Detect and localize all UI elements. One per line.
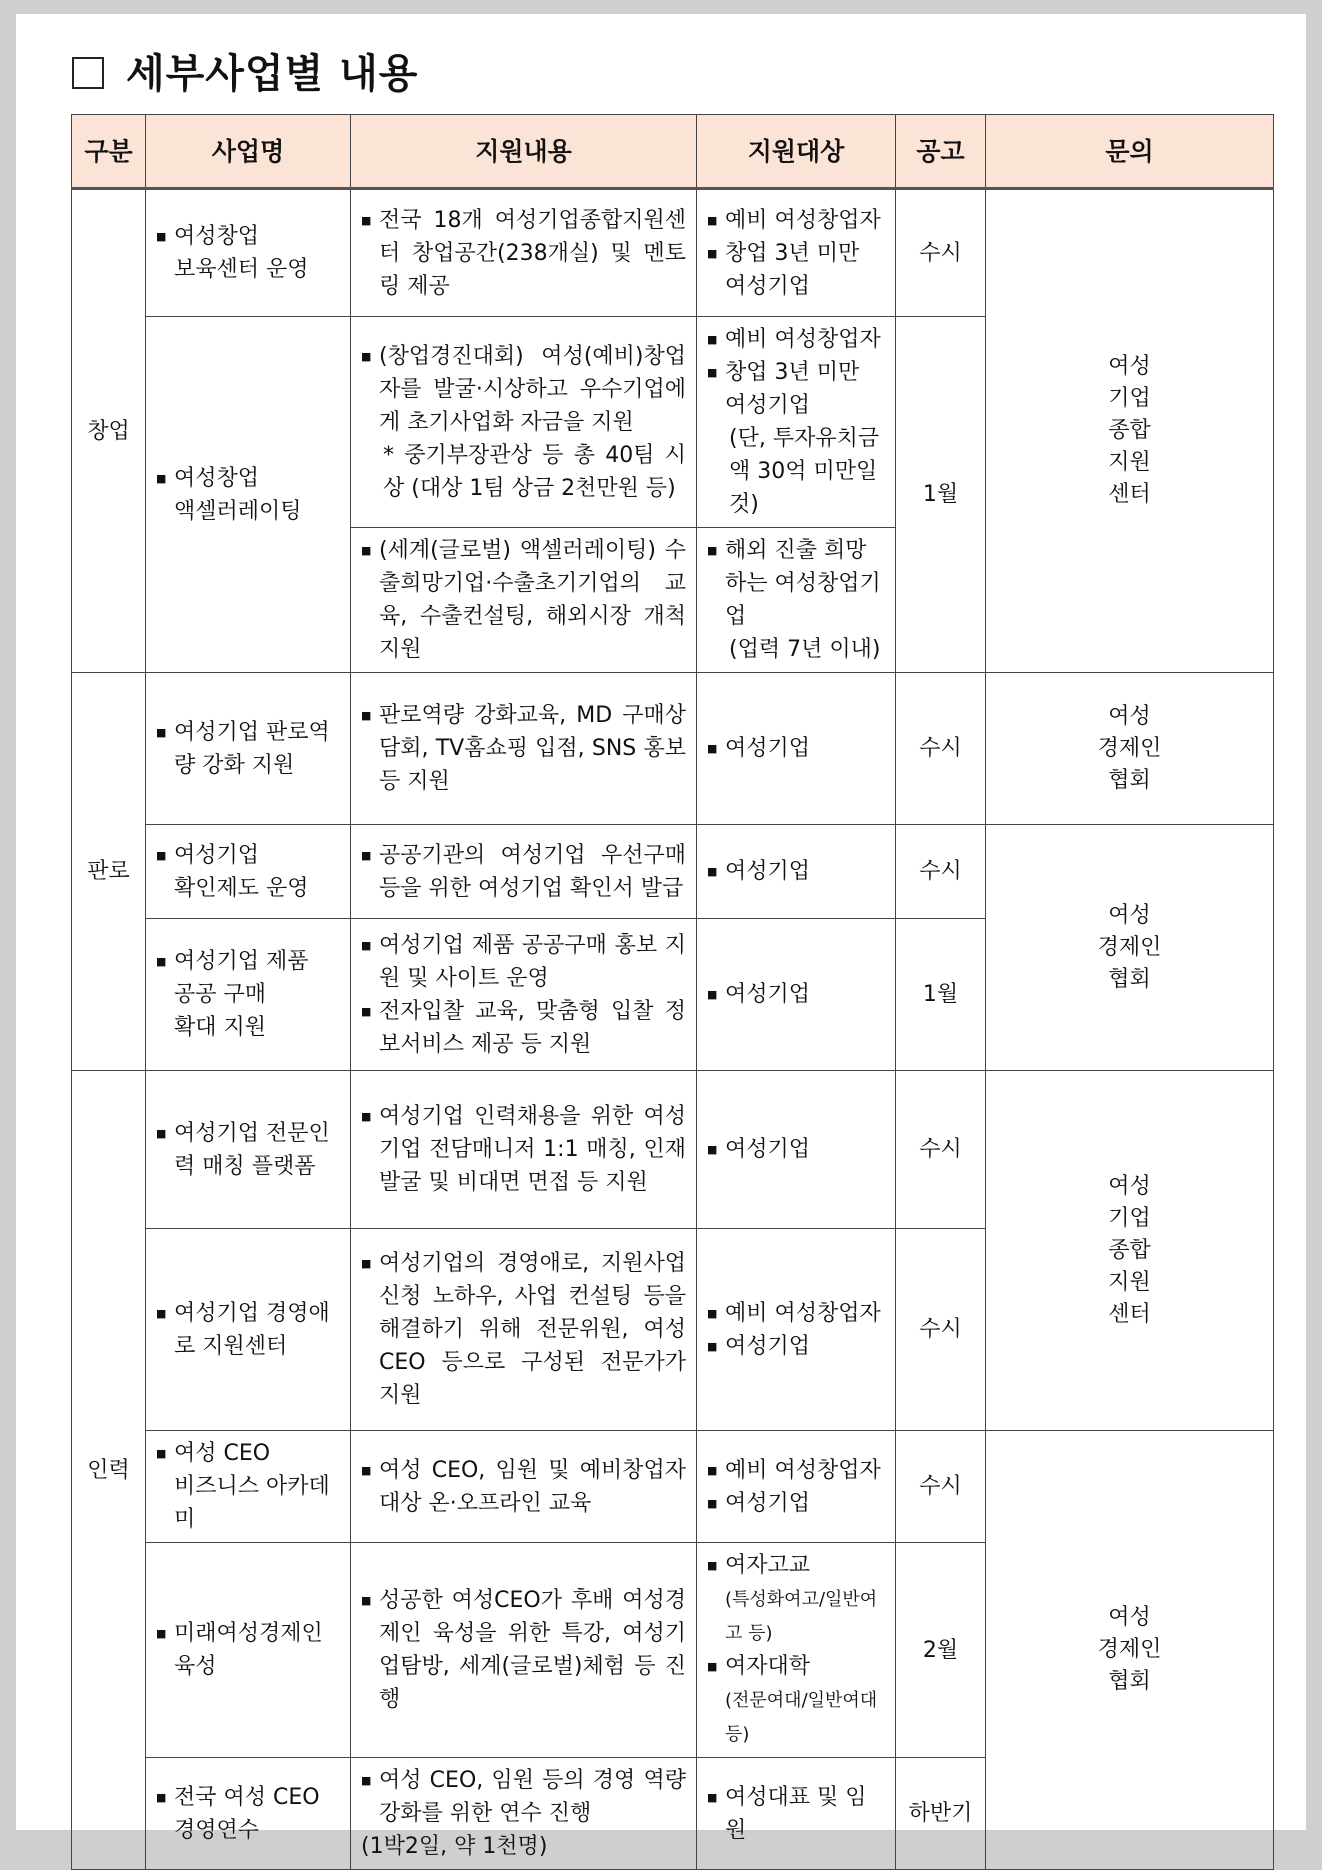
program-name: ■ 여성 CEO 비즈니스 아카데미 bbox=[146, 1431, 351, 1543]
support-target: ■ 여성기업 bbox=[697, 825, 896, 919]
support-content: ■ 전국 18개 여성기업종합지원센터 창업공간(238개실) 및 멘토링 제공 bbox=[351, 189, 697, 317]
support-target: ■ 여성기업 bbox=[697, 1071, 896, 1229]
notice-period: 수시 bbox=[896, 189, 986, 317]
page-title: 세부사업별 내용 bbox=[72, 42, 418, 99]
notice-period: 수시 bbox=[896, 1229, 986, 1431]
support-target: ■ 예비 여성창업자 ■ 창업 3년 미만 여성기업 (단, 투자유치금액 30억 미만일 것) bbox=[697, 317, 896, 528]
inquiry-association: 여성 경제인 협회 bbox=[986, 1431, 1274, 1870]
notice-period: 수시 bbox=[896, 1071, 986, 1229]
checkbox-square-icon bbox=[72, 57, 104, 89]
support-content: ■ 여성기업 제품 공공구매 홍보 지원 및 사이트 운영 ■ 전자입찰 교육, 맞춤형 입찰 정보서비스 제공 등 지원 bbox=[351, 919, 697, 1071]
support-content: ■ 여성기업 인력채용을 위한 여성기업 전담매니저 1:1 매칭, 인재발굴 및 비대면 면접 등 지원 bbox=[351, 1071, 697, 1229]
program-table bbox=[71, 114, 1274, 1870]
support-target: ■ 여성기업 bbox=[697, 919, 896, 1071]
notice-period: 1월 bbox=[896, 317, 986, 673]
table-row bbox=[72, 1071, 1274, 1229]
inquiry-association: 여성 경제인 협회 bbox=[986, 673, 1274, 825]
notice-period: 1월 bbox=[896, 919, 986, 1071]
support-target: ■ 예비 여성창업자 ■ 여성기업 bbox=[697, 1229, 896, 1431]
notice-period: 하반기 bbox=[896, 1758, 986, 1870]
program-name: ■ 전국 여성 CEO 경영연수 bbox=[146, 1758, 351, 1870]
program-name: ■ 여성기업 제품 공공 구매 확대 지원 bbox=[146, 919, 351, 1071]
inquiry-center: 여성 기업 종합 지원 센터 bbox=[986, 1071, 1274, 1431]
notice-period: 2월 bbox=[896, 1543, 986, 1758]
table-row bbox=[72, 1431, 1274, 1543]
support-target: ■ 여성대표 및 임원 bbox=[697, 1758, 896, 1870]
program-name: ■ 여성창업 보육센터 운영 bbox=[146, 189, 351, 317]
header-inquiry: 문의 bbox=[986, 115, 1274, 189]
support-content: ■ 성공한 여성CEO가 후배 여성경제인 육성을 위한 특강, 여성기업탐방, 세계(글로벌)체험 등 진행 bbox=[351, 1543, 697, 1758]
document-page bbox=[16, 14, 1306, 1859]
header-support-content: 지원내용 bbox=[351, 115, 697, 189]
support-content: ■ 여성 CEO, 임원 및 예비창업자 대상 온·오프라인 교육 bbox=[351, 1431, 697, 1543]
header-notice: 공고 bbox=[896, 115, 986, 189]
support-content: ■ 공공기관의 여성기업 우선구매 등을 위한 여성기업 확인서 발급 bbox=[351, 825, 697, 919]
table-row bbox=[72, 189, 1274, 317]
notice-period: 수시 bbox=[896, 825, 986, 919]
notice-period: 수시 bbox=[896, 673, 986, 825]
table-row bbox=[72, 825, 1274, 919]
support-target: ■ 해외 진출 희망하는 여성창업기업 (업력 7년 이내) bbox=[697, 528, 896, 673]
support-content: ■ 여성기업의 경영애로, 지원사업 신청 노하우, 사업 컨설팅 등을 해결하기 위해 전문위원, 여성 CEO 등으로 구성된 전문가가 지원 bbox=[351, 1229, 697, 1431]
header-support-target: 지원대상 bbox=[697, 115, 896, 189]
support-target: ■ 예비 여성창업자 ■ 창업 3년 미만 여성기업 bbox=[697, 189, 896, 317]
table-header-row bbox=[72, 115, 1274, 189]
support-content: ■ (세계(글로벌) 액셀러레이팅) 수출희망기업·수출초기기업의 교육, 수출컨설팅, 해외시장 개척 지원 bbox=[351, 528, 697, 673]
program-name: ■ 여성기업 전문인력 매칭 플랫폼 bbox=[146, 1071, 351, 1229]
inquiry-center: 여성 기업 종합 지원 센터 bbox=[986, 189, 1274, 673]
notice-period: 수시 bbox=[896, 1431, 986, 1543]
program-name: ■ 여성기업 경영애로 지원센터 bbox=[146, 1229, 351, 1431]
header-program-name: 사업명 bbox=[146, 115, 351, 189]
support-target: ■ 여성기업 bbox=[697, 673, 896, 825]
category-sales: 판로 bbox=[72, 673, 146, 1071]
support-content: ■ 판로역량 강화교육, MD 구매상담회, TV홈쇼핑 입점, SNS 홍보 등 지원 bbox=[351, 673, 697, 825]
support-content: ■ (창업경진대회) 여성(예비)창업자를 발굴·시상하고 우수기업에게 초기사업화 자금을 지원 * 중기부장관상 등 총 40팀 시상 (대상 1팀 상금 2천만원 등) bbox=[351, 317, 697, 528]
program-name: ■ 여성창업 액셀러레이팅 bbox=[146, 317, 351, 673]
category-startup: 창업 bbox=[72, 189, 146, 673]
category-workforce: 인력 bbox=[72, 1071, 146, 1870]
inquiry-association: 여성 경제인 협회 bbox=[986, 825, 1274, 1071]
header-category: 구분 bbox=[72, 115, 146, 189]
program-name: ■ 여성기업 판로역량 강화 지원 bbox=[146, 673, 351, 825]
program-name: ■ 여성기업 확인제도 운영 bbox=[146, 825, 351, 919]
program-name: ■ 미래여성경제인 육성 bbox=[146, 1543, 351, 1758]
support-content: ■ 여성 CEO, 임원 등의 경영 역량강화를 위한 연수 진행 (1박2일, 약 1천명) bbox=[351, 1758, 697, 1870]
table-row bbox=[72, 673, 1274, 825]
support-target: ■ 여자고교 (특성화여고/일반여고 등) ■ 여자대학 (전문여대/일반여대 등) bbox=[697, 1543, 896, 1758]
support-target: ■ 예비 여성창업자 ■ 여성기업 bbox=[697, 1431, 896, 1543]
